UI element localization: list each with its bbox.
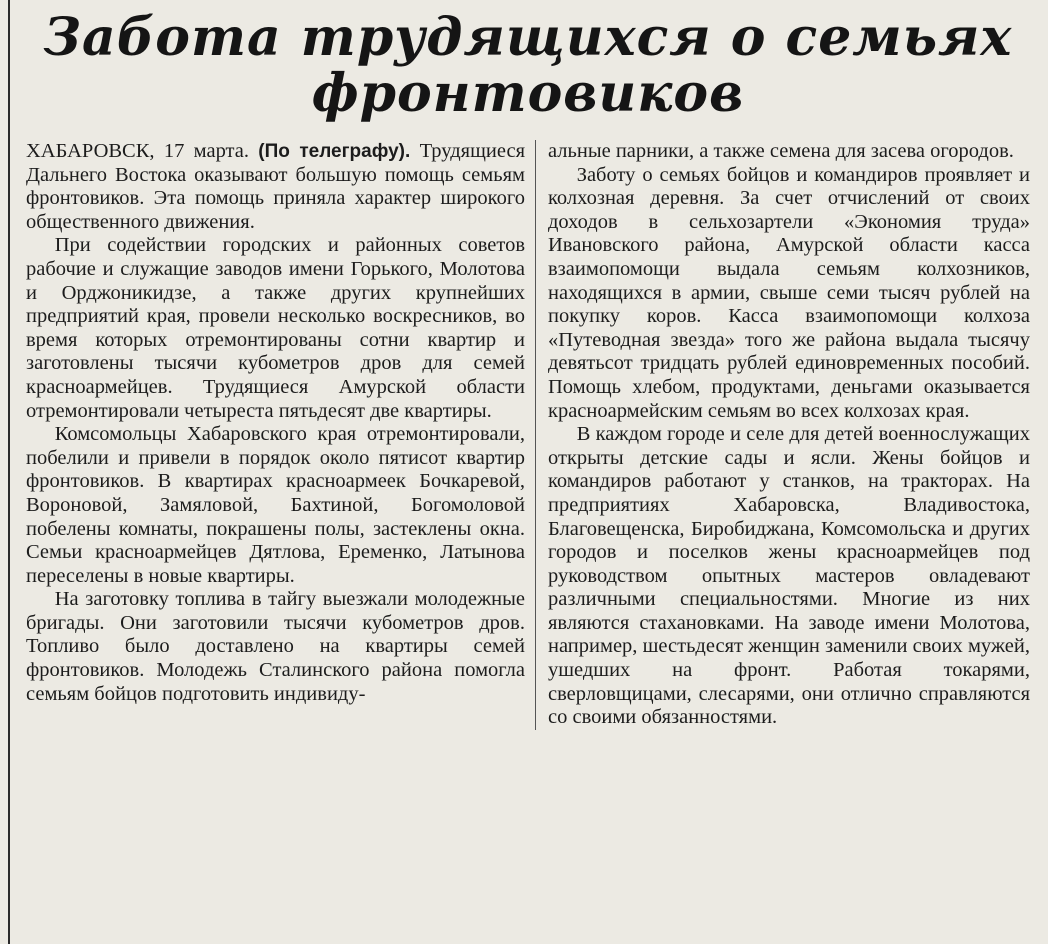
right-column bbox=[536, 140, 1030, 730]
source-note: (По телеграфу). bbox=[258, 141, 411, 162]
paragraph: Комсомольцы Хабаровского края отремонтировали, побелили и привели в порядок около пятисот квартир фронтовиков. В квартирах красноармеек Бочкаревой, Вороновой, Замяловой, Бахтиной, Богомоловой побелены комнаты, покрашены полы, застеклены окна. Семьи красноармейцев Дятлова, Еременко, Латынова переселены в новые квартиры. bbox=[26, 423, 525, 587]
paragraph: При содействии городских и районных советов рабочие и служащие заводов имени Горького, Молотова и Орджоникидзе, а также других крупнейших предприятий края, провели несколько воскресников, во время которых отремонтированы сотни квартир и заготовлены тысячи кубометров дров для семей красноармейцев. Трудящиеся Амурской области отремонтировали четыреста пятьдесят две квартиры. bbox=[26, 234, 525, 422]
paragraph-continued: альные парники, а также семена для засева огородов. bbox=[548, 140, 1014, 162]
article-body bbox=[26, 140, 1030, 730]
dateline: ХАБАРОВСК, 17 марта. bbox=[26, 140, 249, 162]
paragraph-text: Трудящиеся Дальнего Востока оказывают большую помощь семьям фронтовиков. Эта помощь приняла характер широкого общественного движения. bbox=[26, 140, 525, 233]
paragraph: На заготовку топлива в тайгу выезжали молодежные бригады. Они заготовили тысячи кубометров дров. Топливо было доставлено на квартиры семей фронтовиков. Молодежь Сталинского района помогла семьям бойцов подготовить индивиду- bbox=[26, 588, 525, 705]
left-column bbox=[26, 140, 536, 730]
paragraph: В каждом городе и селе для детей военнослужащих открыты детские сады и ясли. Жены бойцов и командиров работают у станков, на тракторах. На предприятиях Хабаровска, Владивостока, Благовещенска, Биробиджана, Комсомольска и других городов и поселков жены красноармейцев под руководством опытных мастеров овладевают различными специальностями. Многие из них являются стахановками. На заводе имени Молотова, например, шестьдесят женщин заменили своих мужей, ушедших на фронт. Работая токарями, сверловщицами, слесарями, они отлично справляются со своими обязанностями. bbox=[548, 423, 1030, 729]
lead-paragraph bbox=[26, 140, 525, 234]
headline-line-1: Забота трудящихся о семьях bbox=[43, 7, 1013, 68]
headline-line-2: фронтовиков bbox=[311, 63, 745, 124]
article-headline bbox=[26, 7, 1030, 124]
paragraph: Заботу о семьях бойцов и командиров проявляет и колхозная деревня. За счет отчислений от своих доходов в сельхозартели «Экономия труда» Ивановского района, Амурской области касса взаимопомощи выдала семьям колхозников, находящихся в армии, свыше семи тысяч рублей на покупку коров. Касса взаимопомощи колхоза «Путеводная звезда» того же района выдала тысячу девятьсот тридцать рублей единовременных пособий. Помощь хлебом, продуктами, деньгами оказывается красноармейским семьям во всех колхозах края. bbox=[548, 163, 1030, 422]
